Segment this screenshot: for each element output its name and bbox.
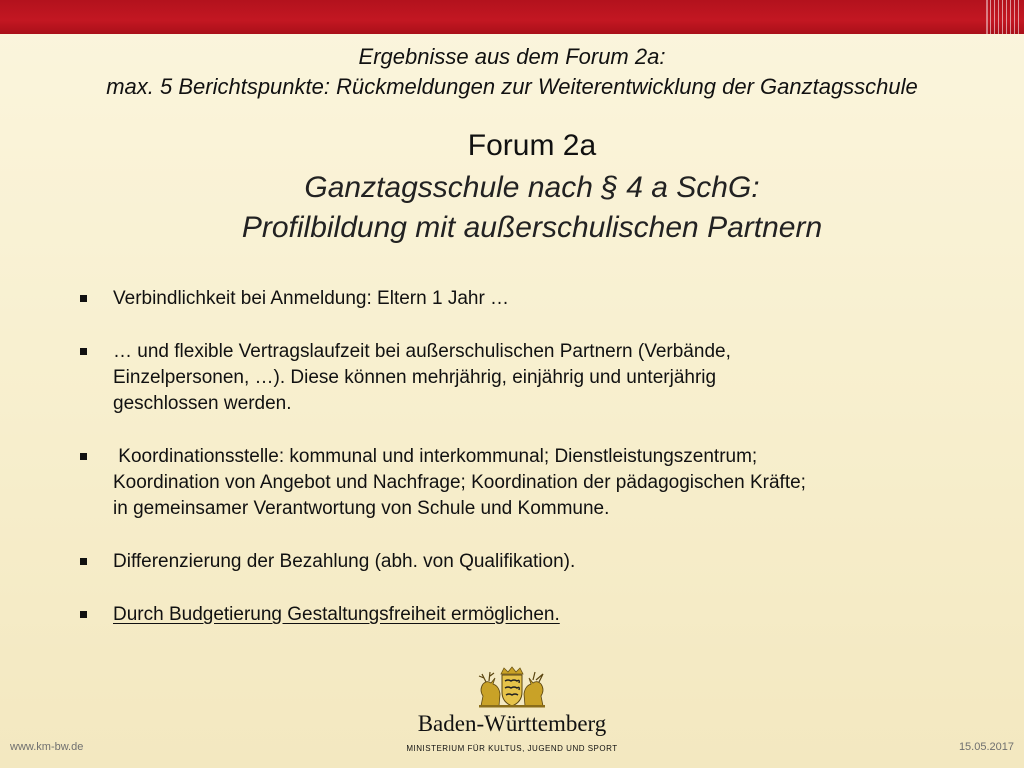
- top-bar: [0, 0, 1024, 34]
- forum-subtitle-line-2: Profilbildung mit außerschulischen Partnern: [241, 211, 823, 244]
- square-bullet-icon: [80, 348, 87, 355]
- bullet-item: [80, 602, 980, 628]
- bullet-line: Verbindlichkeit bei Anmeldung: Eltern 1 Jahr …: [113, 288, 510, 309]
- bullet-text: [113, 602, 980, 628]
- forum-subtitle: [0, 168, 1024, 248]
- logo-name: Baden-Württemberg: [417, 711, 607, 736]
- bullet-line: Koordinationsstelle: kommunal und interkommunal; Dienstleistungszentrum;: [113, 446, 758, 467]
- footer-url[interactable]: www.km-bw.de: [10, 741, 84, 753]
- bullet-line: Koordination von Angebot und Nachfrage; Koordination der pädagogischen Kräfte;: [113, 472, 806, 493]
- square-bullet-icon: [80, 453, 87, 460]
- bullet-text: [113, 339, 980, 417]
- square-bullet-icon: [80, 558, 87, 565]
- footer-date: 15.05.2017: [958, 741, 1014, 753]
- slide-header: [0, 42, 1024, 102]
- bullet-line: Einzelpersonen, …). Diese können mehrjährig, einjährig und unterjährig: [113, 367, 717, 388]
- header-line-1: Ergebnisse aus dem Forum 2a:: [358, 44, 666, 69]
- bullet-text: [113, 444, 980, 522]
- bullet-item: [80, 444, 980, 522]
- square-bullet-icon: [80, 611, 87, 618]
- bullet-item: [80, 339, 980, 417]
- header-line-2: max. 5 Berichtspunkte: Rückmeldungen zur Weiterentwicklung der Ganztagsschule: [106, 74, 918, 99]
- top-bar-stripes: [990, 0, 1020, 34]
- coat-of-arms-icon: [473, 666, 551, 708]
- ministry-logo: [402, 664, 622, 759]
- square-bullet-icon: [80, 295, 87, 302]
- bullet-list: [80, 286, 980, 655]
- bullet-text: [113, 549, 980, 575]
- logo-ministry: MINISTERIUM FÜR KULTUS, JUGEND UND SPORT: [406, 744, 618, 753]
- bullet-text: [113, 286, 980, 312]
- bullet-line: … und flexible Vertragslaufzeit bei außerschulischen Partnern (Verbände,: [113, 341, 731, 362]
- bullet-item: [80, 286, 980, 312]
- bullet-line: Durch Budgetierung Gestaltungsfreiheit ermöglichen.: [113, 604, 560, 625]
- bullet-item: [80, 549, 980, 575]
- bullet-line: geschlossen werden.: [113, 393, 292, 414]
- forum-subtitle-line-1: Ganztagsschule nach § 4 a SchG:: [304, 171, 760, 204]
- bullet-line: Differenzierung der Bezahlung (abh. von Qualifikation).: [113, 551, 576, 572]
- top-bar-divider: [986, 0, 988, 34]
- bullet-line: in gemeinsamer Verantwortung von Schule und Kommune.: [113, 498, 610, 519]
- forum-title: Forum 2a: [467, 129, 597, 162]
